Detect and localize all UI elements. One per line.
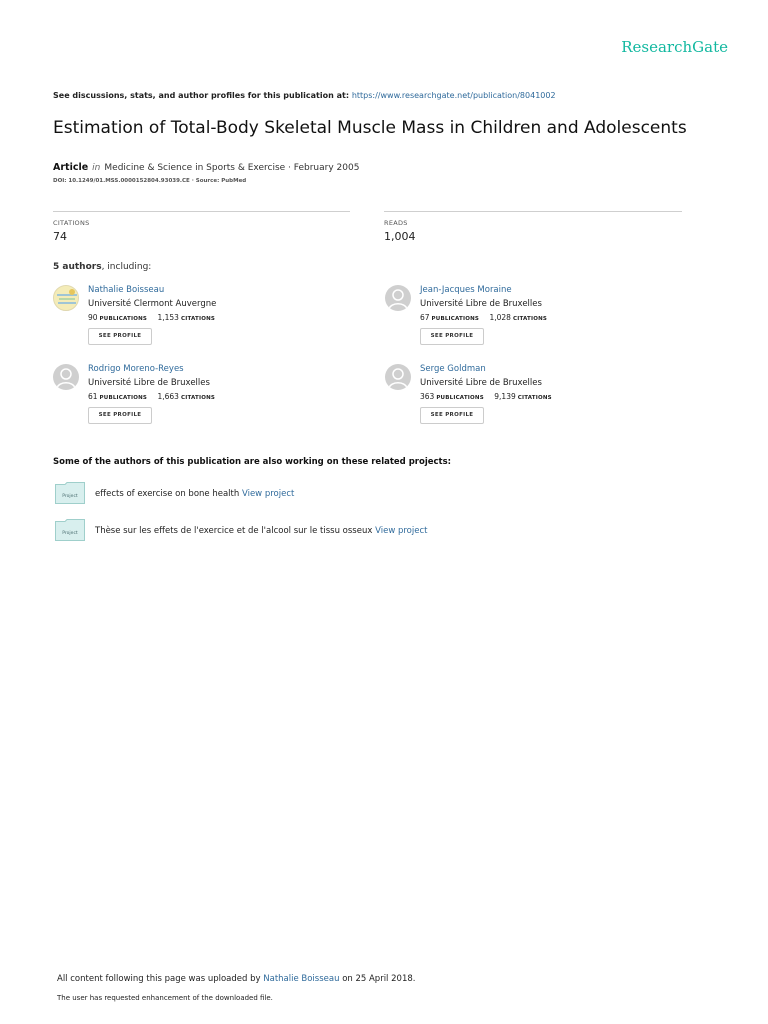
related-project-item <box>95 526 427 536</box>
author-card <box>53 364 353 434</box>
citations-label: CITATIONS <box>180 316 216 322</box>
author-citations-count: 1,663 <box>157 392 179 401</box>
author-citations-count: 1,028 <box>489 313 511 322</box>
citations-divider <box>53 211 350 212</box>
author-name-link[interactable]: Jean-Jacques Moraine <box>420 285 512 295</box>
uploader-link[interactable]: Nathalie Boisseau <box>263 974 340 984</box>
project-icon-label: Project <box>62 531 78 536</box>
see-profile-button[interactable]: SEE PROFILE <box>420 328 484 345</box>
authors-heading <box>53 262 151 272</box>
publications-label: PUBLICATIONS <box>436 395 484 401</box>
author-institution: Université Libre de Bruxelles <box>420 378 542 388</box>
citations-label: CITATIONS <box>180 395 216 401</box>
project-folder-icon <box>55 519 85 541</box>
author-card <box>385 285 685 355</box>
discussion-line <box>53 91 556 100</box>
author-stats <box>88 392 223 401</box>
user-silhouette-icon <box>385 364 411 390</box>
uploaded-suffix: on 25 April 2018. <box>342 974 416 984</box>
citations-label: CITATIONS <box>517 395 552 401</box>
reads-divider <box>384 211 682 212</box>
in-label: in <box>92 163 101 173</box>
publications-label: PUBLICATIONS <box>99 316 148 322</box>
author-institution: Université Libre de Bruxelles <box>88 378 210 388</box>
default-avatar-icon[interactable] <box>53 364 79 390</box>
see-profile-button[interactable]: SEE PROFILE <box>420 407 484 424</box>
project-title: effects of exercise on bone health <box>95 489 240 499</box>
authors-suffix: , including: <box>101 262 152 272</box>
photo-thumbnail-icon <box>54 286 79 311</box>
uploaded-prefix: All content following this page was uploaded by <box>57 974 261 984</box>
author-name-link[interactable]: Rodrigo Moreno-Reyes <box>88 364 184 374</box>
related-project-item <box>95 489 294 499</box>
author-institution: Université Clermont Auvergne <box>88 299 217 309</box>
see-profile-button[interactable]: SEE PROFILE <box>88 328 152 345</box>
author-name-link[interactable]: Serge Goldman <box>420 364 486 374</box>
author-card <box>53 285 353 355</box>
publication-type: Article <box>53 162 89 173</box>
author-citations-count: 9,139 <box>494 392 516 401</box>
citations-value: 74 <box>53 230 67 243</box>
reads-label: READS <box>384 219 408 227</box>
related-projects-heading: Some of the authors of this publication are also working on these related projects: <box>53 457 452 467</box>
project-folder-icon <box>55 482 85 504</box>
user-silhouette-icon <box>385 285 411 311</box>
authors-count: 5 authors <box>53 262 102 272</box>
default-avatar-icon[interactable] <box>385 285 411 311</box>
author-name-link[interactable]: Nathalie Boisseau <box>88 285 165 295</box>
project-title: Thèse sur les effets de l'exercice et de l'alcool sur le tissu osseux <box>95 526 373 536</box>
view-project-link[interactable]: View project <box>241 489 295 499</box>
see-profile-button[interactable]: SEE PROFILE <box>88 407 152 424</box>
doi-line: DOI: 10.1249/01.MSS.0000152804.93039.CE · Source: PubMed <box>53 178 247 184</box>
author-publications-count: 61 <box>88 392 98 401</box>
publications-label: PUBLICATIONS <box>99 395 148 401</box>
default-avatar-icon[interactable] <box>385 364 411 390</box>
author-publications-count: 67 <box>420 313 430 322</box>
author-stats <box>88 313 223 322</box>
reads-value: 1,004 <box>384 230 416 243</box>
author-photo-avatar[interactable] <box>53 285 79 311</box>
user-silhouette-icon <box>53 364 79 390</box>
researchgate-logo[interactable]: ResearchGate <box>621 38 728 56</box>
upload-info <box>57 974 415 984</box>
enhancement-note: The user has requested enhancement of the downloaded file. <box>57 994 273 1002</box>
publication-url-link[interactable]: https://www.researchgate.net/publication/8041002 <box>351 91 556 100</box>
publication-meta <box>53 162 359 173</box>
discussion-prefix: See discussions, stats, and author profiles for this publication at: <box>53 91 350 100</box>
author-stats <box>420 313 555 322</box>
page-title: Estimation of Total-Body Skeletal Muscle Mass in Children and Adolescents <box>53 118 687 138</box>
citations-label: CITATIONS <box>512 316 548 322</box>
author-stats <box>420 392 560 401</box>
author-institution: Université Libre de Bruxelles <box>420 299 542 309</box>
author-publications-count: 90 <box>88 313 98 322</box>
publications-label: PUBLICATIONS <box>431 316 480 322</box>
view-project-link[interactable]: View project <box>375 526 428 536</box>
publication-venue: Medicine & Science in Sports & Exercise · February 2005 <box>104 163 360 173</box>
project-icon-label: Project <box>62 494 78 499</box>
author-citations-count: 1,153 <box>157 313 179 322</box>
citations-label: CITATIONS <box>53 219 90 227</box>
author-card <box>385 364 685 434</box>
author-publications-count: 363 <box>420 392 435 401</box>
